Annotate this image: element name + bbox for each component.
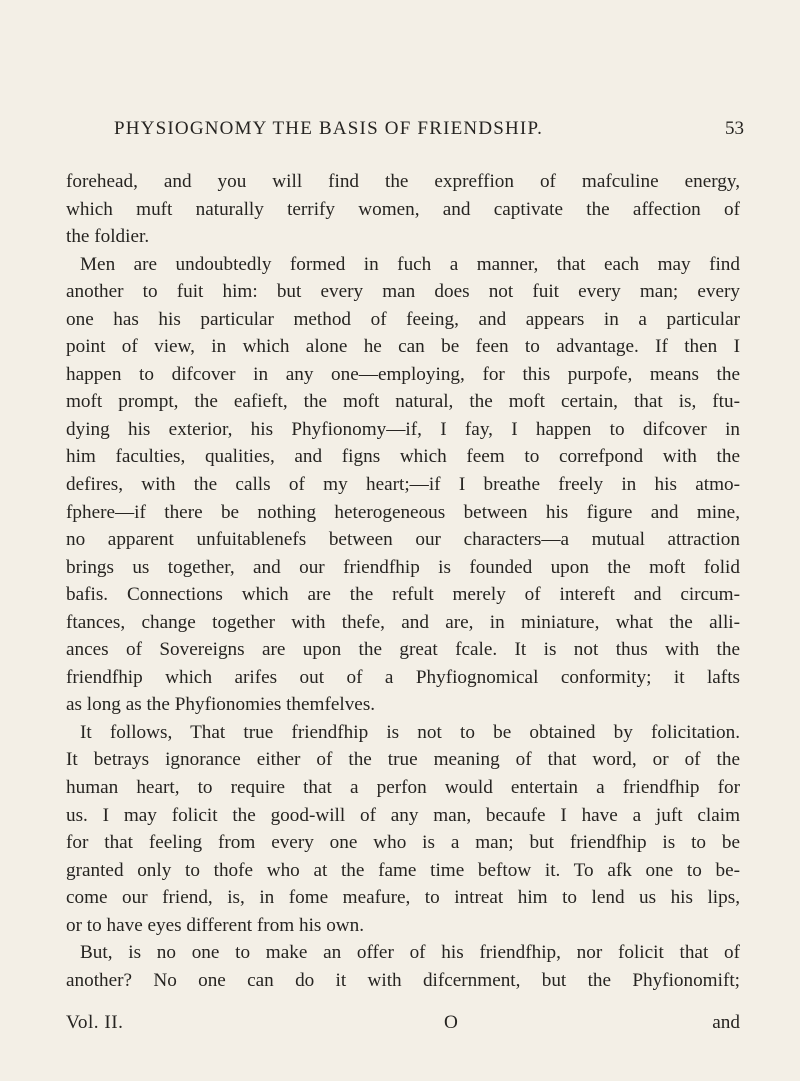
volume-label: Vol. II. [66,1012,124,1033]
text-line: fphere—if there be nothing heterogeneous between his figure and mine, [66,501,740,523]
running-head [114,118,744,146]
text-line: friendfhip which arifes out of a Phyfiognomical conformity; it lafts [66,666,740,688]
text-line: ftances, change together with thefe, and are, in miniature, what the alli- [66,611,740,633]
text-line: But, is no one to make an offer of his friendfhip, nor folicit that of [80,942,740,964]
text-line: defires, with the calls of my heart;—if I breathe freely in his atmo- [66,474,740,496]
text-line: point of view, in which alone he can be feen to advantage. If then I [66,336,740,358]
text-line: brings us together, and our friendfhip is founded upon the moft folid [66,556,740,578]
text-line: us. I may folicit the good-will of any man, becaufe I have a juft claim [66,804,740,826]
text-line: forehead, and you will find the expreffion of mafculine energy, [66,171,740,192]
signature-mark: O [444,1012,458,1033]
text-line: ances of Sovereigns are upon the great fcale. It is not thus with the [66,639,740,661]
text-line: another? No one can do it with difcernment, but the Phyfionomift; [66,969,740,991]
text-line: one has his particular method of feeing, and appears in a particular [66,308,740,330]
catchword: and [712,1012,740,1033]
text-line: no apparent unfuitablenefs between our characters—a mutual attraction [66,529,740,551]
text-line: as long as the Phyfionomies themfelves. [66,694,376,716]
text-line: him faculties, qualities, and figns which feem to correfpond with the [66,446,740,468]
text-line: for that feeling from every one who is a man; but friendfhip is to be [66,832,740,854]
text-line: bafis. Connections which are the refult merely of intereft and circum- [66,584,740,606]
running-title: PHYSIOGNOMY THE BASIS OF FRIENDSHIP. [114,118,544,139]
text-line: moft prompt, the eafieft, the moft natural, the moft certain, that is, ftu- [66,391,740,413]
text-line: or to have eyes different from his own. [66,914,365,936]
text-line: Men are undoubtedly formed in fuch a manner, that each may find [80,253,740,275]
body-text [66,168,740,994]
text-line: the foldier. [66,226,150,248]
text-line: human heart, to require that a perfon would entertain a friendfhip for [66,777,740,799]
text-line: which muft naturally terrify women, and captivate the affection of [66,198,740,220]
text-line: It follows, That true friendfhip is not to be obtained by folicitation. [80,721,740,743]
text-line: happen to difcover in any one—employing, for this purpofe, means the [66,363,740,385]
text-line: come our friend, is, in fome meafure, to intreat him to lend us his lips, [66,887,740,909]
text-line: granted only to thofe who at the fame time beftow it. To afk one to be- [66,859,740,881]
text-line: dying his exterior, his Phyfionomy—if, I fay, I happen to difcover in [66,418,740,440]
page-number: 53 [725,118,744,139]
page-footer [66,1012,740,1040]
text-line: It betrays ignorance either of the true meaning of that word, or of the [66,749,740,771]
text-line: another to fuit him: but every man does not fuit every man; every [66,281,740,303]
